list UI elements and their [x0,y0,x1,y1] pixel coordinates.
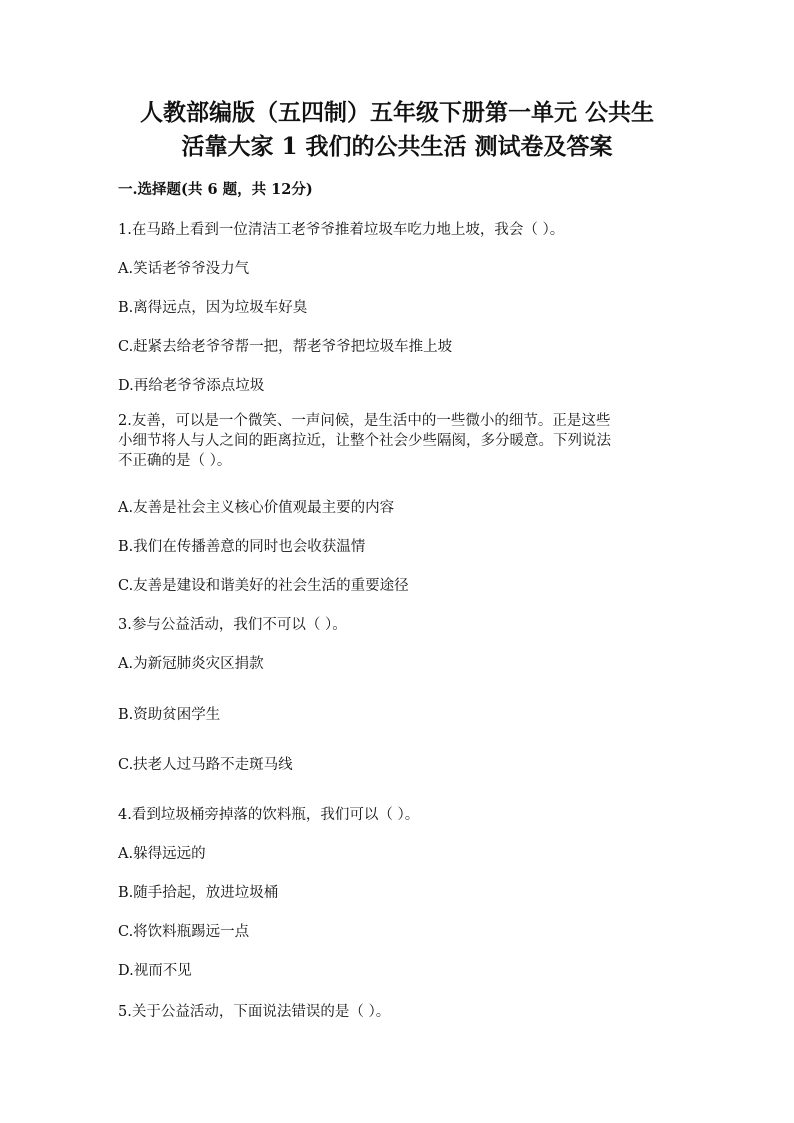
question-2-stem [118,411,674,471]
title-line-2: 活靠大家 1 我们的公共生活 测试卷及答案 [181,133,613,160]
question-5-stem: 5.关于公益活动，下面说法错误的是（ ）。 [118,1004,391,1020]
title-line-1: 人教部编版（五四制）五年级下册第一单元 公共生 [139,99,654,126]
question-4-option-c: C.将饮料瓶踢远一点 [118,924,250,940]
question-2-option-a: A.友善是社会主义核心价值观最主要的内容 [118,500,395,516]
question-2-option-b: B.我们在传播善意的同时也会收获温情 [118,539,366,555]
section-heading: 一.选择题(共 6 题，共 12分) [118,181,313,198]
question-4-stem: 4.看到垃圾桶旁掉落的饮料瓶，我们可以（ ）。 [118,807,420,823]
document-title [80,96,714,164]
question-3-option-c: C.扶老人过马路不走斑马线 [118,757,293,773]
question-3-stem: 3.参与公益活动，我们不可以（ ）。 [118,617,347,633]
question-1-option-d: D.再给老爷爷添点垃圾 [118,378,265,394]
question-4-option-d: D.视而不见 [118,963,192,979]
question-1-option-a: A.笑话老爷爷没力气 [118,261,250,277]
question-1-option-c: C.赶紧去给老爷爷帮一把，帮老爷爷把垃圾车推上坡 [118,339,453,355]
question-2-option-c: C.友善是建设和谐美好的社会生活的重要途径 [118,578,409,594]
question-2-stem-line-2: 小细节将人与人之间的距离拉近，让整个社会少些隔阂，多分暖意。下列说法 [118,433,611,449]
question-1-stem: 1.在马路上看到一位清洁工老爷爷推着垃圾车吃力地上坡，我会（ ）。 [118,222,565,238]
question-2-stem-line-1: 2.友善，可以是一个微笑、一声问候，是生活中的一些微小的细节。正是这些 [118,413,611,429]
question-2-stem-line-3: 不正确的是（ ）。 [118,453,232,469]
question-1-option-b: B.离得远点，因为垃圾车好臭 [118,300,308,316]
question-3-option-a: A.为新冠肺炎灾区捐款 [118,656,264,672]
question-4-option-b: B.随手拾起，放进垃圾桶 [118,885,279,901]
question-3-option-b: B.资助贫困学生 [118,707,221,723]
question-4-option-a: A.躲得远远的 [118,846,206,862]
